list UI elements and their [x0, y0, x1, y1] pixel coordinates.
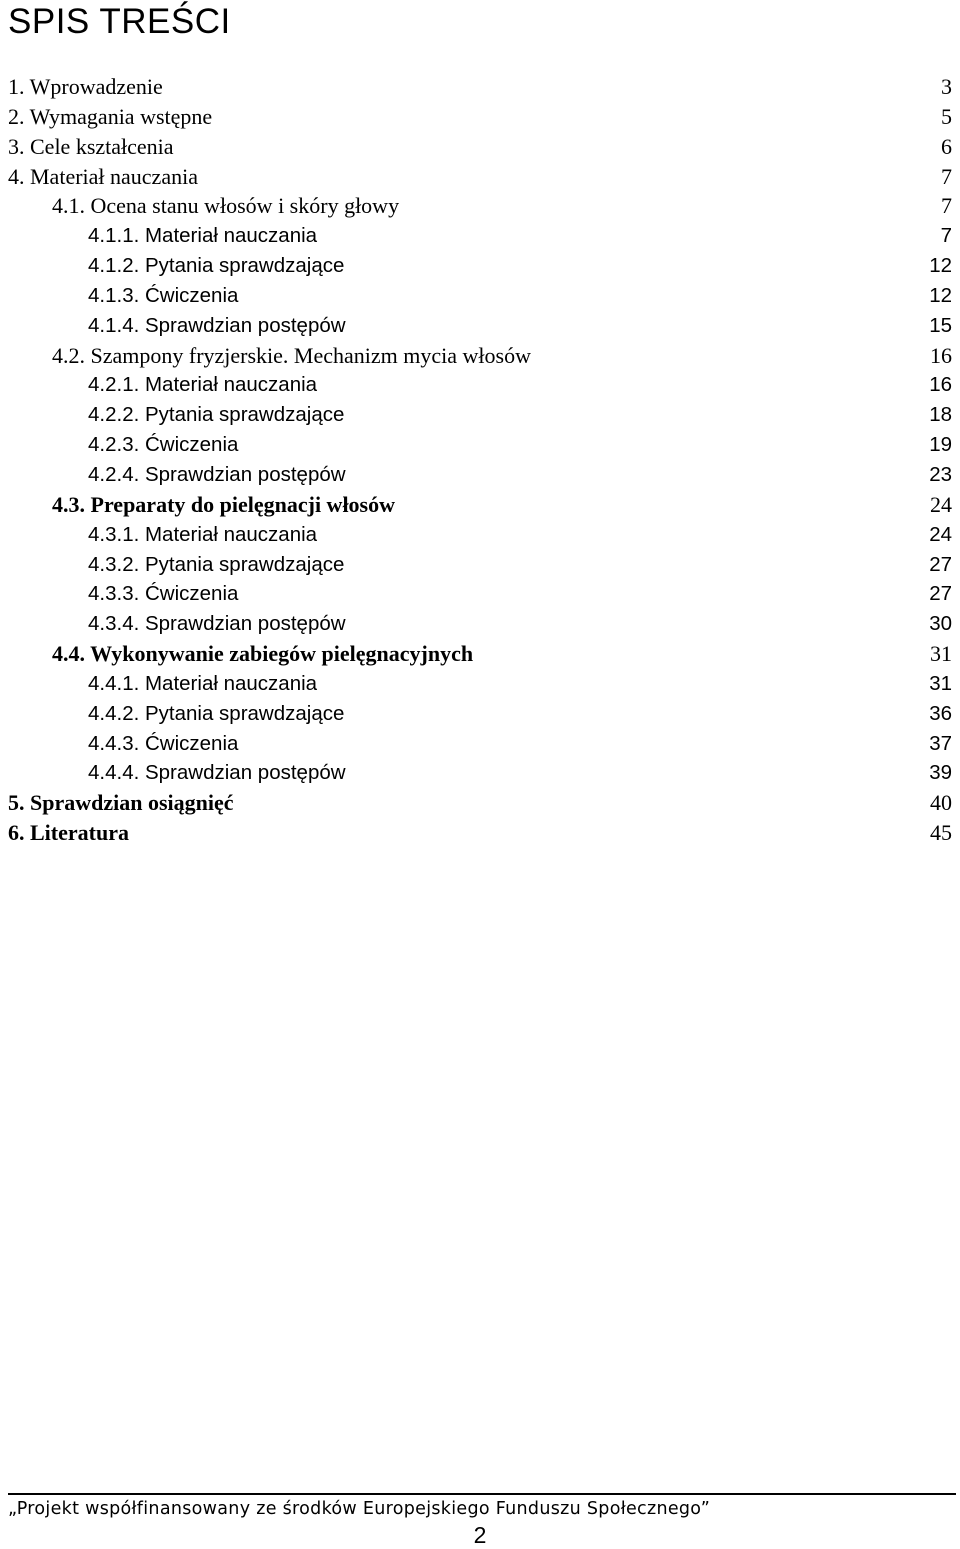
toc-entry[interactable] [0, 370, 960, 400]
toc-entry-page: 27 [929, 582, 952, 606]
toc-entry-label: 4.3.3. Ćwiczenia [88, 582, 239, 606]
toc-entry[interactable] [0, 400, 960, 430]
toc-entry-label: 4.3.2. Pytania sprawdzające [88, 552, 345, 576]
toc-entry[interactable] [0, 72, 960, 102]
toc-entry-label: 4.1.1. Materiał nauczania [88, 224, 318, 248]
toc-entry-label: 4.2.4. Sprawdzian postępów [88, 462, 346, 486]
toc-entry-label: 4.4.4. Sprawdzian postępów [88, 761, 346, 785]
toc-entry-page: 27 [929, 552, 952, 576]
toc-entry-page: 19 [929, 433, 952, 457]
toc-entry[interactable] [0, 609, 960, 639]
toc-entry-page: 23 [929, 462, 952, 486]
toc-entry-label: 4.4.2. Pytania sprawdzające [88, 701, 345, 725]
toc-entry[interactable] [0, 191, 960, 221]
toc-entry-label: 6. Literatura [8, 820, 129, 846]
toc-entry-page: 12 [929, 254, 952, 278]
toc-entry-label: 1. Wprowadzenie [8, 74, 163, 99]
toc-entry-label: 4.2.3. Ćwiczenia [88, 433, 239, 457]
toc-entry-page: 30 [929, 612, 952, 636]
toc-entry[interactable] [0, 639, 960, 669]
toc-entry[interactable] [0, 490, 960, 520]
toc-entry-label: 4.4.3. Ćwiczenia [88, 731, 239, 755]
toc-entry-label: 4. Materiał nauczania [8, 163, 198, 189]
toc-entry[interactable] [0, 430, 960, 460]
table-of-contents [0, 72, 960, 848]
toc-entry-page: 15 [929, 313, 952, 337]
toc-entry-page: 24 [929, 522, 952, 546]
toc-entry[interactable] [0, 758, 960, 788]
toc-entry[interactable] [0, 699, 960, 729]
toc-entry[interactable] [0, 311, 960, 341]
toc-entry[interactable] [0, 460, 960, 490]
toc-entry-label: 4.2.1. Materiał nauczania [88, 373, 318, 397]
toc-entry[interactable] [0, 550, 960, 580]
toc-entry[interactable] [0, 818, 960, 848]
toc-entry-page: 37 [929, 731, 952, 755]
toc-entry-label: 4.4.1. Materiał nauczania [88, 671, 318, 695]
toc-entry-page: 3 [941, 74, 952, 99]
page-number: 2 [473, 1522, 487, 1548]
toc-entry-label: 4.1.3. Ćwiczenia [88, 283, 239, 307]
toc-entry-label: 4.3.1. Materiał nauczania [88, 522, 318, 546]
toc-entry-page: 16 [929, 373, 952, 397]
toc-entry-page: 16 [930, 342, 952, 368]
toc-entry-label: 5. Sprawdzian osiągnięć [8, 790, 234, 816]
toc-entry-page: 39 [929, 761, 952, 785]
toc-entry-label: 4.3.4. Sprawdzian postępów [88, 612, 346, 636]
toc-entry-page: 6 [941, 133, 952, 159]
toc-entry[interactable] [0, 162, 960, 192]
toc-entry-page: 31 [930, 641, 952, 667]
footer-text: „Projekt współfinansowany ze środków Europejskiego Funduszu Społecznego” [8, 1499, 711, 1519]
toc-entry-label: 2. Wymagania wstępne [8, 103, 213, 129]
toc-entry-page: 12 [929, 283, 952, 307]
toc-entry-label: 4.1.2. Pytania sprawdzające [88, 254, 345, 278]
toc-entry-label: 4.3. Preparaty do pielęgnacji włosów [52, 491, 396, 517]
toc-entry-page: 24 [930, 491, 952, 517]
toc-entry-page: 31 [929, 671, 952, 695]
footer-divider [8, 1493, 956, 1495]
toc-entry[interactable] [0, 729, 960, 759]
toc-entry[interactable] [0, 221, 960, 251]
toc-entry-label: 4.4. Wykonywanie zabiegów pielęgnacyjnych [52, 641, 474, 667]
toc-entry[interactable] [0, 669, 960, 699]
toc-entry[interactable] [0, 579, 960, 609]
page-title: SPIS TREŚCI [8, 2, 231, 41]
toc-entry-label: 4.1.4. Sprawdzian postępów [88, 313, 346, 337]
toc-entry[interactable] [0, 341, 960, 371]
toc-entry-label: 4.2. Szampony fryzjerskie. Mechanizm mycia włosów [52, 342, 531, 368]
toc-entry-page: 45 [930, 820, 952, 846]
toc-entry[interactable] [0, 281, 960, 311]
toc-entry-page: 36 [929, 701, 952, 725]
toc-entry[interactable] [0, 788, 960, 818]
toc-entry-page: 7 [941, 163, 952, 189]
toc-entry[interactable] [0, 520, 960, 550]
toc-entry[interactable] [0, 132, 960, 162]
toc-entry-page: 7 [940, 224, 952, 248]
toc-entry[interactable] [0, 251, 960, 281]
toc-entry-label: 3. Cele kształcenia [8, 133, 174, 159]
toc-entry-page: 7 [941, 193, 952, 219]
toc-entry-label: 4.1. Ocena stanu włosów i skóry głowy [52, 193, 400, 219]
toc-entry-page: 18 [929, 403, 952, 427]
toc-entry-page: 40 [930, 790, 952, 816]
toc-entry-page: 5 [941, 103, 952, 129]
toc-entry-label: 4.2.2. Pytania sprawdzające [88, 403, 345, 427]
toc-entry[interactable] [0, 102, 960, 132]
